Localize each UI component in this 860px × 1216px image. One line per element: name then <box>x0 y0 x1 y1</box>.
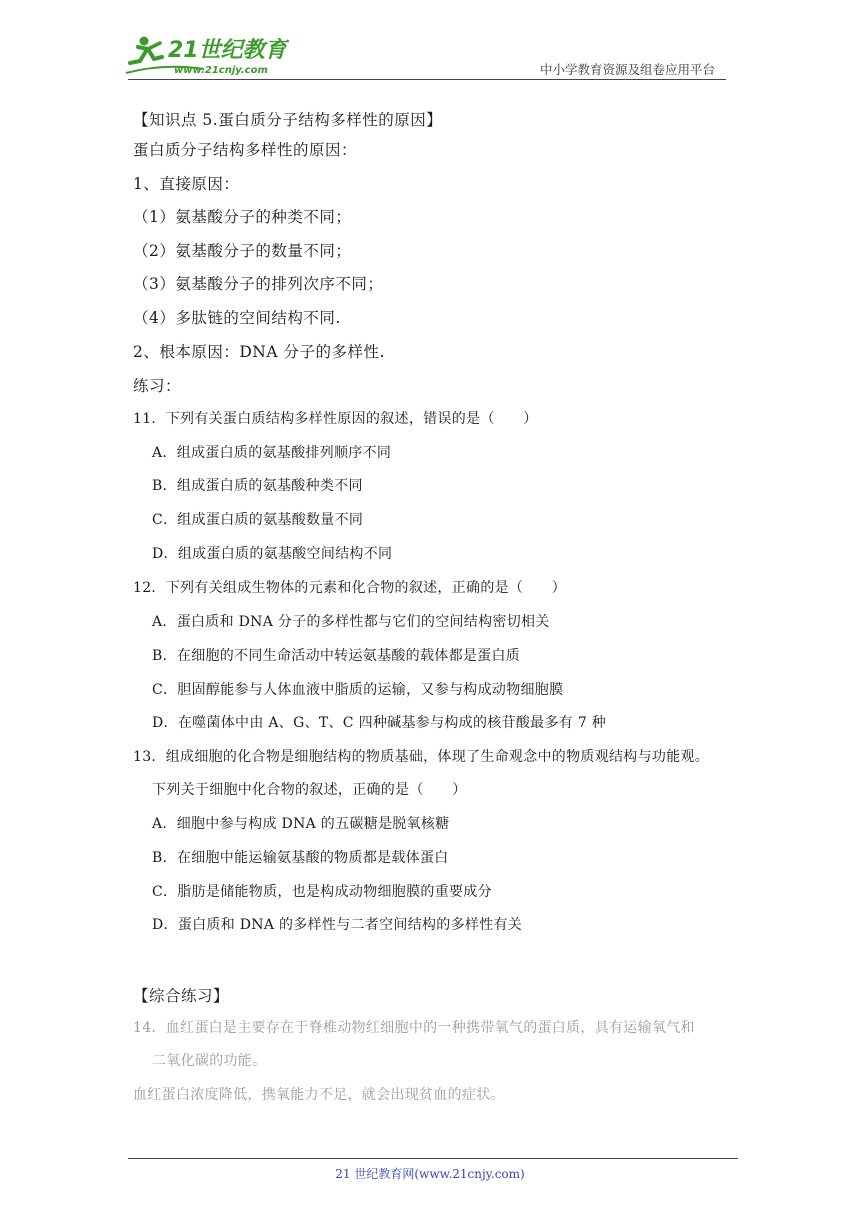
option: D．蛋白质和 DNA 的多样性与二者空间结构的多样性有关 <box>152 917 523 933</box>
question-14-line1: 14．血红蛋白是主要存在于脊椎动物红细胞中的一种携带氧气的蛋白质，具有运输氧气和 <box>133 1020 695 1036</box>
question-stem: 12．下列有关组成生物体的元素和化合物的叙述，正确的是（ ） <box>133 580 567 596</box>
cause-item: （3）氨基酸分子的排列次序不同； <box>133 275 384 293</box>
question-14-line2: 二氧化碳的功能。 <box>152 1053 267 1069</box>
practice-heading: 练习： <box>133 377 182 395</box>
option: A．蛋白质和 DNA 分子的多样性都与它们的空间结构密切相关 <box>152 614 550 630</box>
option: B．在细胞的不同生命活动中转运氨基酸的载体都是蛋白质 <box>152 648 521 664</box>
footer-divider <box>128 1158 738 1159</box>
root-cause: 2、根本原因：DNA 分子的多样性. <box>133 343 385 361</box>
cause-item: （2）氨基酸分子的数量不同； <box>133 242 352 260</box>
option: D．在噬菌体中由 A、G、T、C 四种碱基参与构成的核苷酸最多有 7 种 <box>152 715 607 731</box>
cause-item: （4）多肽链的空间结构不同. <box>133 309 341 327</box>
option: B．组成蛋白质的氨基酸种类不同 <box>152 478 363 494</box>
svg-text:21世纪教育: 21世纪教育 <box>168 38 287 63</box>
comprehensive-title: 【综合练习】 <box>133 987 230 1005</box>
site-logo <box>124 33 289 77</box>
option: D．组成蛋白质的氨基酸空间结构不同 <box>152 546 393 562</box>
svg-text:www.21cnjy.com: www.21cnjy.com <box>174 65 268 76</box>
option: C．脂肪是储能物质，也是构成动物细胞膜的重要成分 <box>152 884 492 900</box>
question-stem-continued: 下列关于细胞中化合物的叙述，正确的是（ ） <box>152 782 467 798</box>
option: C．组成蛋白质的氨基酸数量不同 <box>152 512 364 528</box>
option: B．在细胞中能运输氨基酸的物质都是载体蛋白 <box>152 850 449 866</box>
header-divider <box>128 79 726 80</box>
section-title: 【知识点 5.蛋白质分子结构多样性的原因】 <box>133 111 443 129</box>
option: A．组成蛋白质的氨基酸排列顺序不同 <box>152 445 392 461</box>
option: C．胆固醇能参与人体血液中脂质的运输，又参与构成动物细胞膜 <box>152 682 564 698</box>
direct-cause-heading: 1、直接原因： <box>133 175 240 193</box>
question-stem: 11．下列有关蛋白质结构多样性原因的叙述，错误的是（ ） <box>133 411 538 427</box>
section-intro: 蛋白质分子结构多样性的原因： <box>133 141 358 159</box>
footer-link[interactable]: 21 世纪教育网(www.21cnjy.com) <box>335 1167 525 1181</box>
cause-item: （1）氨基酸分子的种类不同； <box>133 208 352 226</box>
runner-logo-icon <box>124 33 289 77</box>
platform-tagline: 中小学教育资源及组卷应用平台 <box>540 62 716 77</box>
option: A．细胞中参与构成 DNA 的五碳糖是脱氧核糖 <box>152 816 450 832</box>
question-14-line3: 血红蛋白浓度降低，携氧能力不足，就会出现贫血的症状。 <box>133 1087 505 1103</box>
question-stem: 13．组成细胞的化合物是细胞结构的物质基础，体现了生命观念中的物质观结构与功能观。 <box>133 749 710 765</box>
